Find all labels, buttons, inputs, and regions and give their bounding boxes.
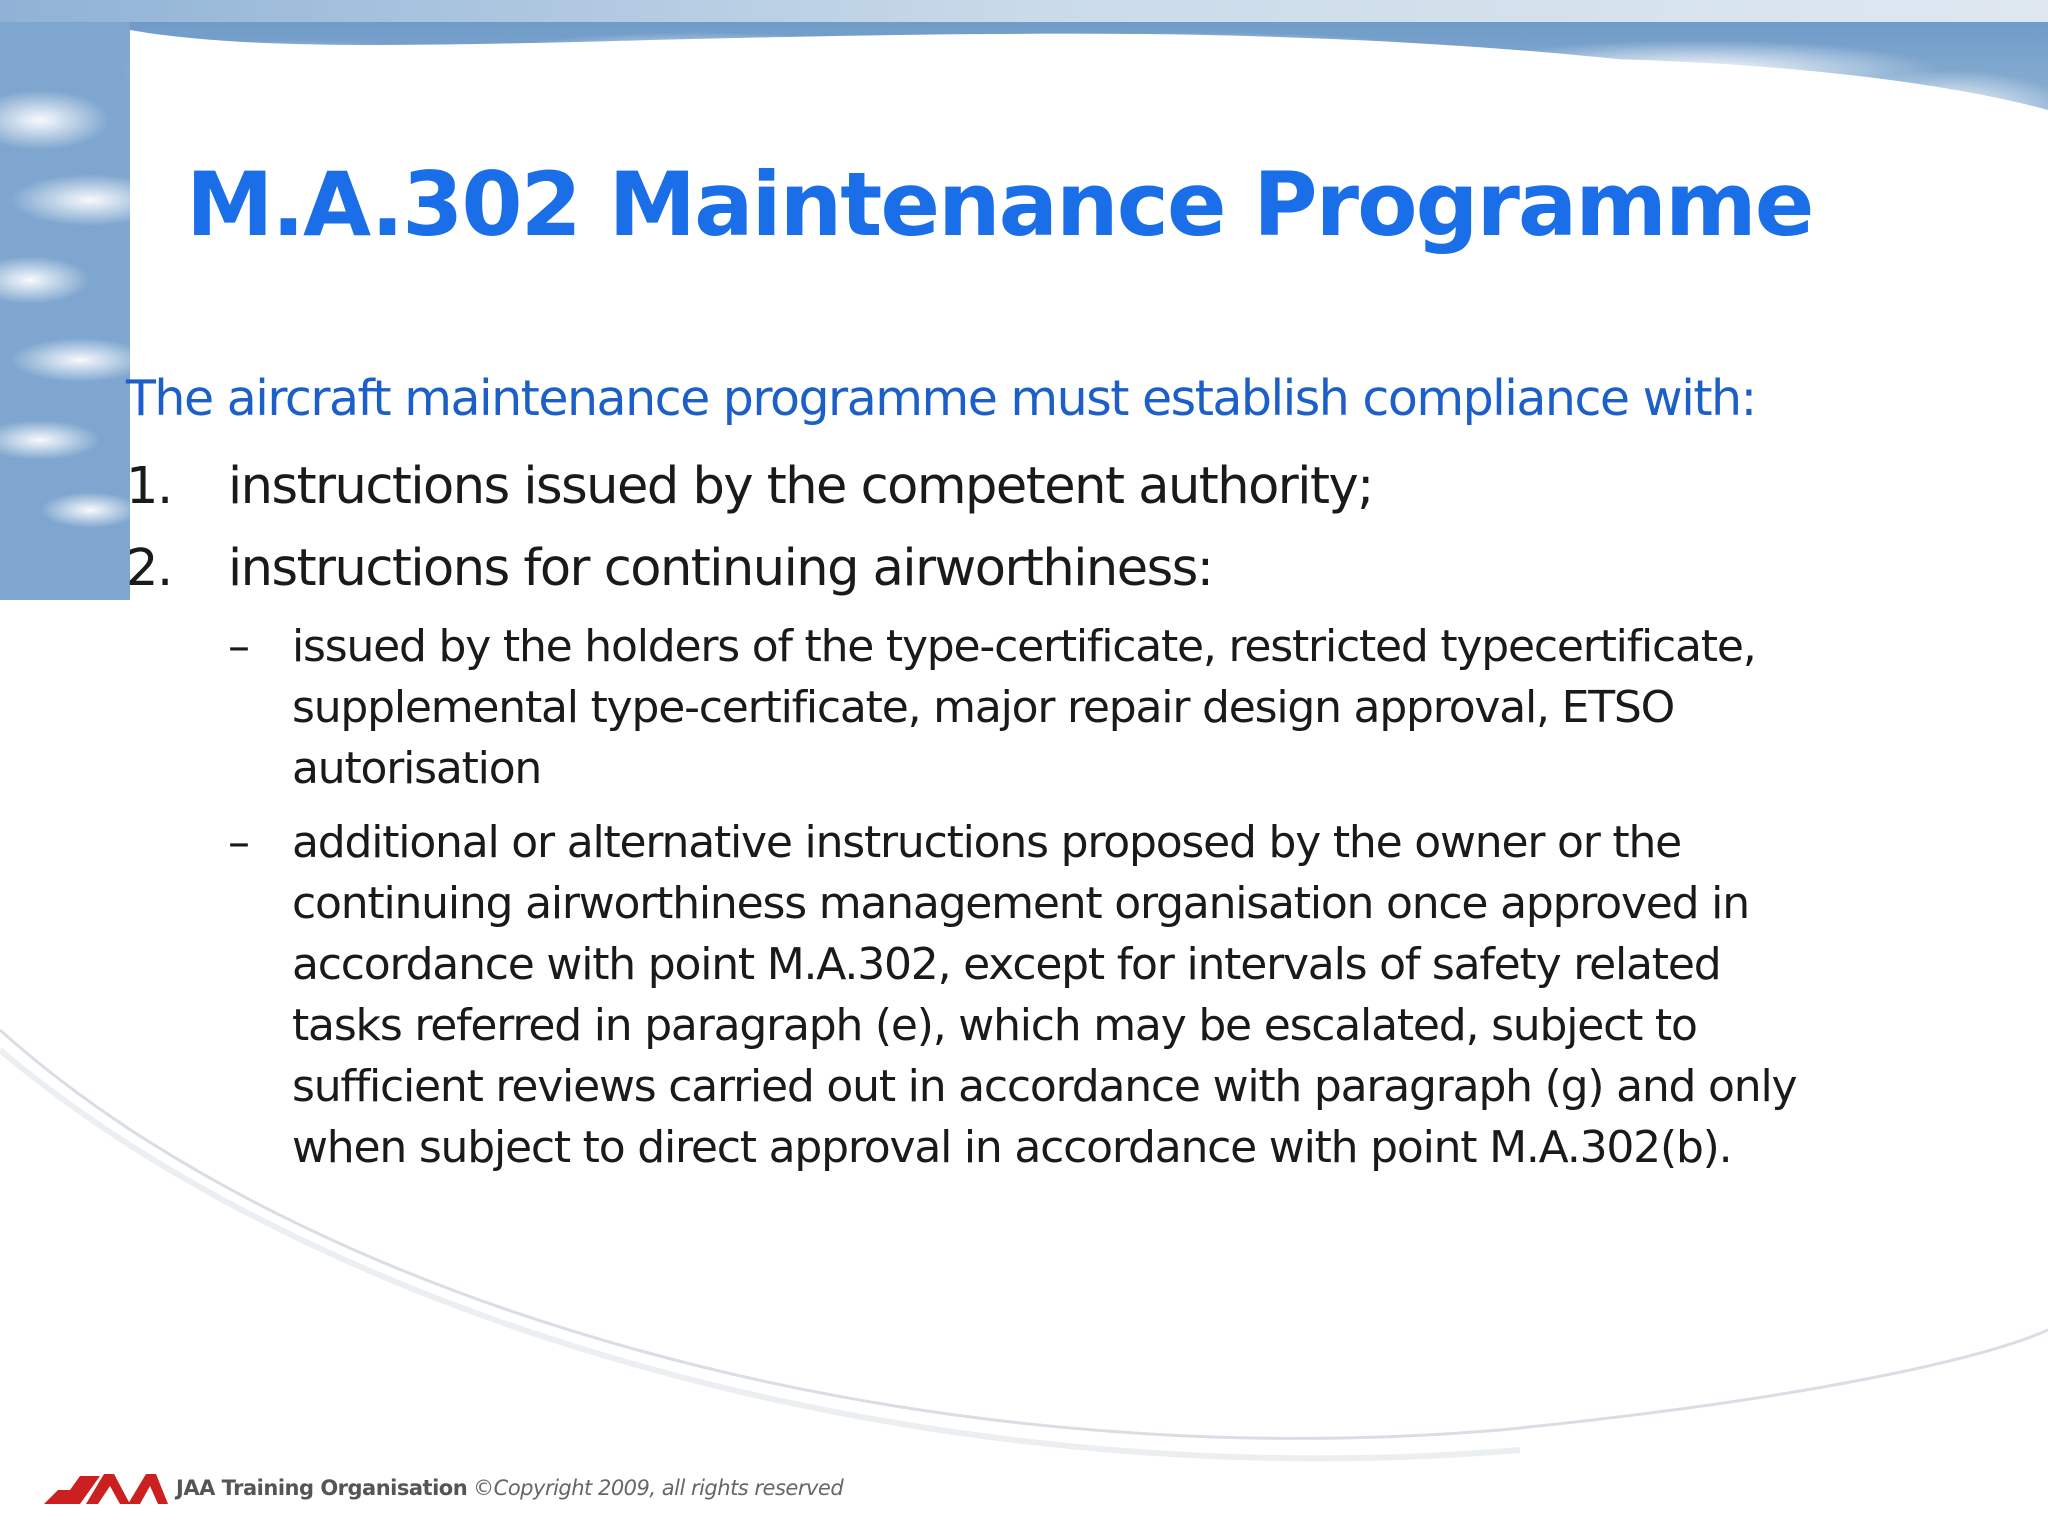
sub-item-line: continuing airworthiness management organisation once approved in xyxy=(292,878,1749,929)
sub-item-bullet: – xyxy=(228,621,249,672)
sub-item-line: autorisation xyxy=(292,743,542,794)
sub-item-line: issued by the holders of the type-certificate, restricted typecertificate, xyxy=(292,621,1756,672)
sub-item-line: tasks referred in paragraph (e), which may be escalated, subject to xyxy=(292,1000,1697,1051)
list-item-text: instructions issued by the competent authority; xyxy=(228,457,1373,516)
intro-text: The aircraft maintenance programme must establish compliance with: xyxy=(126,370,1756,427)
footer xyxy=(40,1453,844,1508)
list-item-number: 2. xyxy=(126,539,172,598)
sub-item-line: accordance with point M.A.302, except for intervals of safety related xyxy=(292,939,1721,990)
footer-organisation: JAA Training Organisation xyxy=(176,1476,468,1500)
sub-item-line: additional or alternative instructions proposed by the owner or the xyxy=(292,817,1682,868)
logo-text: JAA xyxy=(40,1453,67,1472)
list-item-number: 1. xyxy=(126,457,172,516)
sub-item-line: when subject to direct approval in accordance with point M.A.302(b). xyxy=(292,1122,1732,1173)
jaa-logo xyxy=(40,1453,170,1508)
list-item-text: instructions for continuing airworthiness: xyxy=(228,539,1213,598)
slide-title: M.A.302 Maintenance Programme xyxy=(186,153,1813,256)
sub-item-line: sufficient reviews carried out in accordance with paragraph (g) and only xyxy=(292,1061,1797,1112)
sub-item-line: supplemental type-certificate, major repair design approval, ETSO xyxy=(292,682,1675,733)
footer-copyright: ©Copyright 2009, all rights reserved xyxy=(473,1476,844,1500)
sub-item-bullet: – xyxy=(228,817,249,868)
